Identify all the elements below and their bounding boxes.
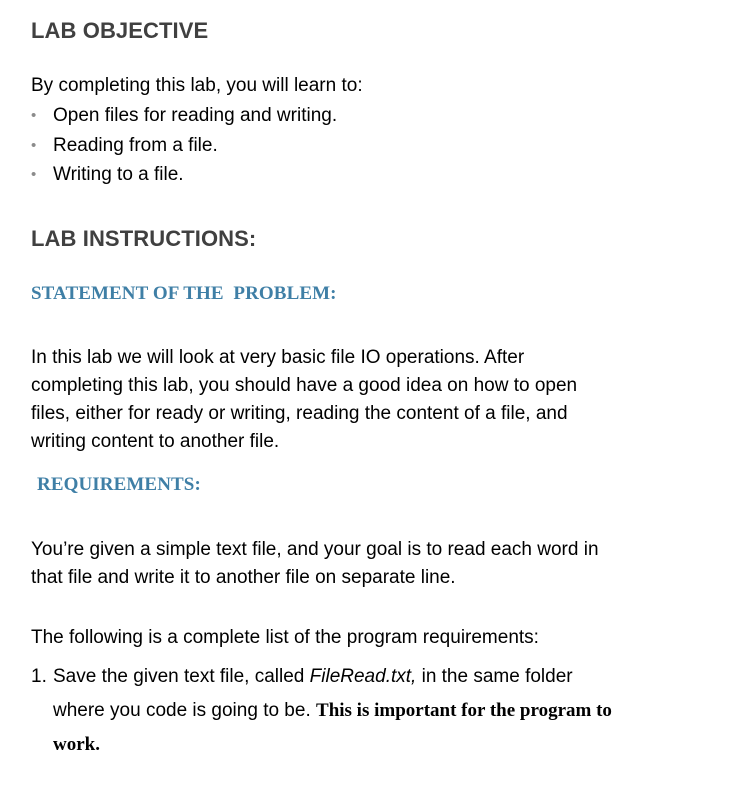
requirements-intro-line: You’re given a simple text file, and your goal is to read each word in [31,539,599,560]
list-number: 1. [31,666,47,687]
list-item-text: Writing to a file. [53,164,184,185]
bullet-icon: • [31,136,37,154]
requirements-intro [31,536,599,592]
statement-line: files, either for ready or writing, reading the content of a file, and [31,403,568,424]
requirement-text: where you code is going to be. [53,700,317,721]
statement-paragraph [31,344,577,456]
requirements-list [31,660,612,762]
list-item-text: Reading from a file. [53,134,218,156]
requirements-list-intro: The following is a complete list of the program requirements: [31,627,539,648]
statement-line: writing content to another file. [31,431,280,452]
list-item [31,131,337,161]
statement-line: In this lab we will look at very basic file IO operations. After [31,347,525,368]
requirement-emphasis: work. [53,734,100,755]
requirement-item-1 [31,660,612,762]
requirement-emphasis: This is important for the program to [316,700,612,721]
requirement-line-3 [53,728,612,762]
list-item-text: Open files for reading and writing. [53,105,338,126]
requirement-line-1 [53,660,612,694]
lab-objective-heading: LAB OBJECTIVE [31,18,209,43]
requirements-intro-line: that file and write it to another file on separate line. [31,567,456,588]
lab-instructions-heading: LAB INSTRUCTIONS: [31,226,257,251]
statement-line: completing this lab, you should have a good idea on how to open [31,375,578,396]
objective-intro: By completing this lab, you will learn to: [31,75,363,96]
bullet-icon: • [31,107,37,124]
list-item [31,160,337,190]
statement-heading: STATEMENT OF THE PROBLEM: [31,283,337,304]
requirement-line-2 [53,694,612,728]
objective-list [31,101,337,190]
requirement-text: Save the given text file, called [53,666,310,687]
bullet-icon: • [31,166,37,183]
requirements-heading: REQUIREMENTS: [37,474,201,495]
list-item [31,101,337,131]
filename: FileRead.txt, [309,666,417,687]
requirement-text: in the same folder [416,666,573,687]
